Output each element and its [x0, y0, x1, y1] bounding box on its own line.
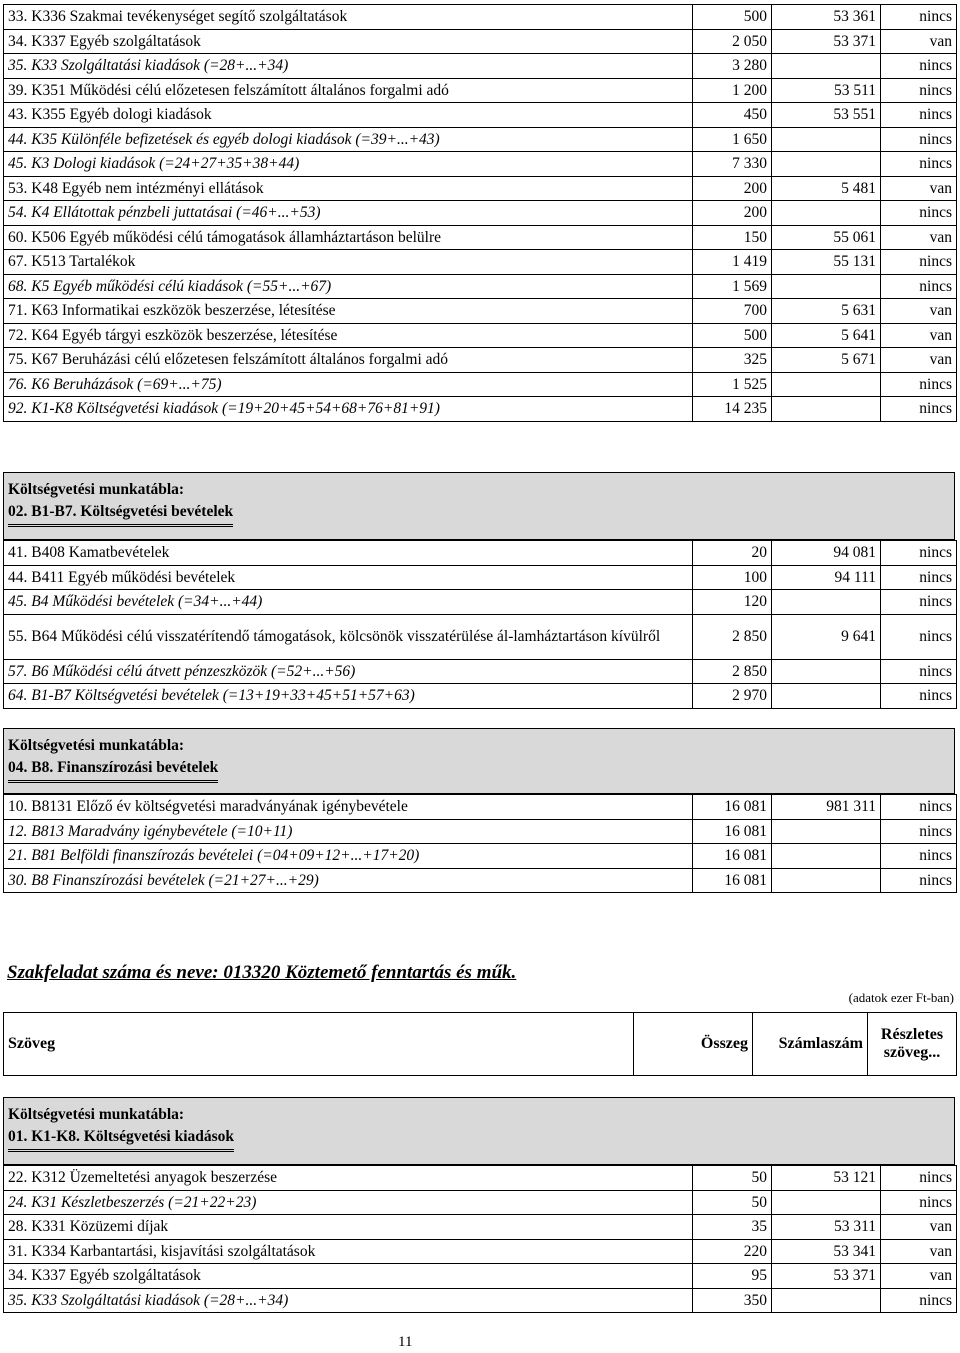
- worksheet-label: Költségvetési munkatábla:: [8, 481, 185, 498]
- row-account: [772, 397, 881, 422]
- row-detail: nincs: [881, 127, 957, 152]
- table-row: [4, 372, 957, 397]
- table-row: [4, 844, 957, 869]
- table-row: [4, 397, 957, 422]
- row-amount: 3 280: [693, 54, 772, 79]
- row-detail: van: [881, 1264, 957, 1289]
- row-account: [772, 201, 881, 226]
- table-row: [4, 152, 957, 177]
- row-account: [772, 127, 881, 152]
- row-amount: 95: [693, 1264, 772, 1289]
- row-description: 41. B408 Kamatbevételek: [4, 541, 693, 566]
- row-description: 39. K351 Működési célú előzetesen felszámított általános forgalmi adó: [4, 78, 693, 103]
- row-detail: nincs: [881, 5, 957, 30]
- worksheet-header-expenses: [3, 1097, 955, 1165]
- row-description: 67. K513 Tartalékok: [4, 250, 693, 275]
- worksheet-title: 04. B8. Finanszírozási bevételek: [8, 757, 218, 782]
- row-account: 53 551: [772, 103, 881, 128]
- row-account: [772, 684, 881, 709]
- row-account: [772, 274, 881, 299]
- row-description: 72. K64 Egyéb tárgyi eszközök beszerzése, létesítése: [4, 323, 693, 348]
- row-account: [772, 152, 881, 177]
- row-detail: nincs: [881, 274, 957, 299]
- row-amount: 16 081: [693, 868, 772, 893]
- section-title: Szakfeladat száma és neve: 013320 Köztemető fenntartás és műk.: [7, 962, 517, 983]
- table-row: [4, 1288, 957, 1313]
- row-detail: van: [881, 1215, 957, 1240]
- table-row: [4, 348, 957, 373]
- row-detail: nincs: [881, 1166, 957, 1191]
- row-detail: nincs: [881, 103, 957, 128]
- row-account: 981 311: [772, 795, 881, 820]
- row-amount: 1 569: [693, 274, 772, 299]
- row-account: 53 371: [772, 1264, 881, 1289]
- column-header-row: [3, 1012, 957, 1076]
- row-description: 64. B1-B7 Költségvetési bevételek (=13+19+33+45+51+57+63): [4, 684, 693, 709]
- row-detail: nincs: [881, 1288, 957, 1313]
- table-row: [4, 684, 957, 709]
- row-description: 60. K506 Egyéb működési célú támogatások államháztartáson belülre: [4, 225, 693, 250]
- row-account: 53 121: [772, 1166, 881, 1191]
- row-amount: 200: [693, 201, 772, 226]
- row-account: 53 511: [772, 78, 881, 103]
- page-number: 11: [398, 1334, 413, 1350]
- worksheet-header-revenues: [3, 472, 955, 540]
- row-account: 5 481: [772, 176, 881, 201]
- col-header-detail: Részletes szöveg...: [868, 1013, 957, 1076]
- row-description: 76. K6 Beruházások (=69+...+75): [4, 372, 693, 397]
- revenue-table: [3, 540, 957, 709]
- expense-table-bottom: [3, 1165, 957, 1313]
- row-amount: 1 650: [693, 127, 772, 152]
- row-account: [772, 819, 881, 844]
- row-description: 24. K31 Készletbeszerzés (=21+22+23): [4, 1190, 693, 1215]
- row-account: 94 111: [772, 565, 881, 590]
- row-detail: nincs: [881, 684, 957, 709]
- row-description: 45. K3 Dologi kiadások (=24+27+35+38+44): [4, 152, 693, 177]
- row-account: 5 631: [772, 299, 881, 324]
- expense-table-top: [3, 4, 957, 422]
- row-account: [772, 54, 881, 79]
- worksheet-title: 02. B1-B7. Költségvetési bevételek: [8, 501, 233, 526]
- worksheet-label: Költségvetési munkatábla:: [8, 1106, 185, 1123]
- row-description: 55. B64 Működési célú visszatérítendő támogatások, kölcsönök visszatérülése ál-lamháztartáson kívülről: [4, 614, 693, 659]
- row-description: 71. K63 Informatikai eszközök beszerzése, létesítése: [4, 299, 693, 324]
- row-detail: van: [881, 299, 957, 324]
- row-amount: 16 081: [693, 795, 772, 820]
- row-amount: 500: [693, 5, 772, 30]
- table-row: [4, 176, 957, 201]
- row-account: 53 371: [772, 29, 881, 54]
- row-description: 12. B813 Maradvány igénybevétele (=10+11): [4, 819, 693, 844]
- row-detail: nincs: [881, 54, 957, 79]
- row-detail: nincs: [881, 795, 957, 820]
- table-row: [4, 5, 957, 30]
- row-detail: nincs: [881, 78, 957, 103]
- row-description: 54. K4 Ellátottak pénzbeli juttatásai (=46+...+53): [4, 201, 693, 226]
- table-row: [4, 795, 957, 820]
- row-amount: 325: [693, 348, 772, 373]
- table-row: [4, 1264, 957, 1289]
- row-detail: van: [881, 348, 957, 373]
- unit-note: (adatok ezer Ft-ban): [848, 990, 954, 1005]
- row-description: 34. K337 Egyéb szolgáltatások: [4, 1264, 693, 1289]
- row-detail: nincs: [881, 201, 957, 226]
- row-amount: 500: [693, 323, 772, 348]
- row-description: 53. K48 Egyéb nem intézményi ellátások: [4, 176, 693, 201]
- row-detail: van: [881, 1239, 957, 1264]
- financing-table: [3, 794, 957, 893]
- row-description: 68. K5 Egyéb működési célú kiadások (=55+...+67): [4, 274, 693, 299]
- table-row: [4, 201, 957, 226]
- row-detail: nincs: [881, 250, 957, 275]
- row-account: [772, 1190, 881, 1215]
- row-description: 30. B8 Finanszírozási bevételek (=21+27+...+29): [4, 868, 693, 893]
- table-row: [4, 225, 957, 250]
- row-description: 33. K336 Szakmai tevékenységet segítő szolgáltatások: [4, 5, 693, 30]
- row-detail: nincs: [881, 397, 957, 422]
- row-detail: nincs: [881, 590, 957, 615]
- table-row: [4, 1190, 957, 1215]
- table-row: [4, 1166, 957, 1191]
- row-detail: van: [881, 176, 957, 201]
- table-row: [4, 54, 957, 79]
- table-row: [4, 323, 957, 348]
- table-row: [4, 250, 957, 275]
- row-description: 22. K312 Üzemeltetési anyagok beszerzése: [4, 1166, 693, 1191]
- row-detail: van: [881, 323, 957, 348]
- row-description: 10. B8131 Előző év költségvetési maradványának igénybevétele: [4, 795, 693, 820]
- table-row: [4, 274, 957, 299]
- row-account: [772, 844, 881, 869]
- row-amount: 35: [693, 1215, 772, 1240]
- row-account: 55 131: [772, 250, 881, 275]
- row-description: 31. K334 Karbantartási, kisjavítási szolgáltatások: [4, 1239, 693, 1264]
- row-detail: nincs: [881, 844, 957, 869]
- row-detail: nincs: [881, 614, 957, 659]
- table-row: [4, 1239, 957, 1264]
- row-amount: 1 419: [693, 250, 772, 275]
- row-account: [772, 590, 881, 615]
- row-amount: 150: [693, 225, 772, 250]
- row-description: 44. B411 Egyéb működési bevételek: [4, 565, 693, 590]
- row-amount: 50: [693, 1166, 772, 1191]
- row-description: 35. K33 Szolgáltatási kiadások (=28+...+34): [4, 1288, 693, 1313]
- table-row: [4, 127, 957, 152]
- row-description: 45. B4 Működési bevételek (=34+...+44): [4, 590, 693, 615]
- row-account: 5 671: [772, 348, 881, 373]
- row-account: [772, 1288, 881, 1313]
- table-row: [4, 565, 957, 590]
- col-header-text: Szöveg: [4, 1013, 634, 1076]
- row-account: 55 061: [772, 225, 881, 250]
- row-account: 5 641: [772, 323, 881, 348]
- row-account: 94 081: [772, 541, 881, 566]
- row-amount: 2 050: [693, 29, 772, 54]
- row-amount: 700: [693, 299, 772, 324]
- table-row: [4, 614, 957, 659]
- row-account: 53 341: [772, 1239, 881, 1264]
- row-detail: van: [881, 29, 957, 54]
- row-amount: 220: [693, 1239, 772, 1264]
- table-row: [4, 1215, 957, 1240]
- row-description: 34. K337 Egyéb szolgáltatások: [4, 29, 693, 54]
- row-description: 92. K1-K8 Költségvetési kiadások (=19+20+45+54+68+76+81+91): [4, 397, 693, 422]
- row-amount: 20: [693, 541, 772, 566]
- row-detail: nincs: [881, 541, 957, 566]
- table-row: [4, 78, 957, 103]
- row-detail: nincs: [881, 868, 957, 893]
- worksheet-label: Költségvetési munkatábla:: [8, 737, 185, 754]
- table-row: [4, 659, 957, 684]
- row-account: 53 361: [772, 5, 881, 30]
- row-detail: van: [881, 225, 957, 250]
- row-amount: 16 081: [693, 819, 772, 844]
- row-account: [772, 868, 881, 893]
- row-description: 57. B6 Működési célú átvett pénzeszközök (=52+...+56): [4, 659, 693, 684]
- row-detail: nincs: [881, 565, 957, 590]
- row-detail: nincs: [881, 659, 957, 684]
- col-header-amount: Összeg: [634, 1013, 753, 1076]
- row-detail: nincs: [881, 372, 957, 397]
- row-amount: 350: [693, 1288, 772, 1313]
- table-row: [4, 103, 957, 128]
- row-detail: nincs: [881, 1190, 957, 1215]
- worksheet-title: 01. K1-K8. Költségvetési kiadások: [8, 1126, 234, 1151]
- row-amount: 50: [693, 1190, 772, 1215]
- row-amount: 200: [693, 176, 772, 201]
- table-row: [4, 868, 957, 893]
- row-account: 53 311: [772, 1215, 881, 1240]
- row-detail: nincs: [881, 152, 957, 177]
- row-description: 28. K331 Közüzemi díjak: [4, 1215, 693, 1240]
- row-detail: nincs: [881, 819, 957, 844]
- table-row: [4, 299, 957, 324]
- row-amount: 16 081: [693, 844, 772, 869]
- row-description: 21. B81 Belföldi finanszírozás bevételei (=04+09+12+...+17+20): [4, 844, 693, 869]
- row-amount: 14 235: [693, 397, 772, 422]
- worksheet-header-financing: [3, 728, 955, 794]
- row-description: 43. K355 Egyéb dologi kiadások: [4, 103, 693, 128]
- row-description: 35. K33 Szolgáltatási kiadások (=28+...+34): [4, 54, 693, 79]
- row-account: 9 641: [772, 614, 881, 659]
- row-amount: 450: [693, 103, 772, 128]
- row-amount: 100: [693, 565, 772, 590]
- row-amount: 2 850: [693, 659, 772, 684]
- row-account: [772, 659, 881, 684]
- table-row: [4, 541, 957, 566]
- table-row: [4, 590, 957, 615]
- row-account: [772, 372, 881, 397]
- row-amount: 120: [693, 590, 772, 615]
- col-header-account: Számlaszám: [753, 1013, 868, 1076]
- table-row: [4, 29, 957, 54]
- table-row: [4, 819, 957, 844]
- row-description: 44. K35 Különféle befizetések és egyéb dologi kiadások (=39+...+43): [4, 127, 693, 152]
- row-amount: 1 525: [693, 372, 772, 397]
- row-amount: 7 330: [693, 152, 772, 177]
- row-amount: 2 970: [693, 684, 772, 709]
- row-description: 75. K67 Beruházási célú előzetesen felszámított általános forgalmi adó: [4, 348, 693, 373]
- row-amount: 1 200: [693, 78, 772, 103]
- row-amount: 2 850: [693, 614, 772, 659]
